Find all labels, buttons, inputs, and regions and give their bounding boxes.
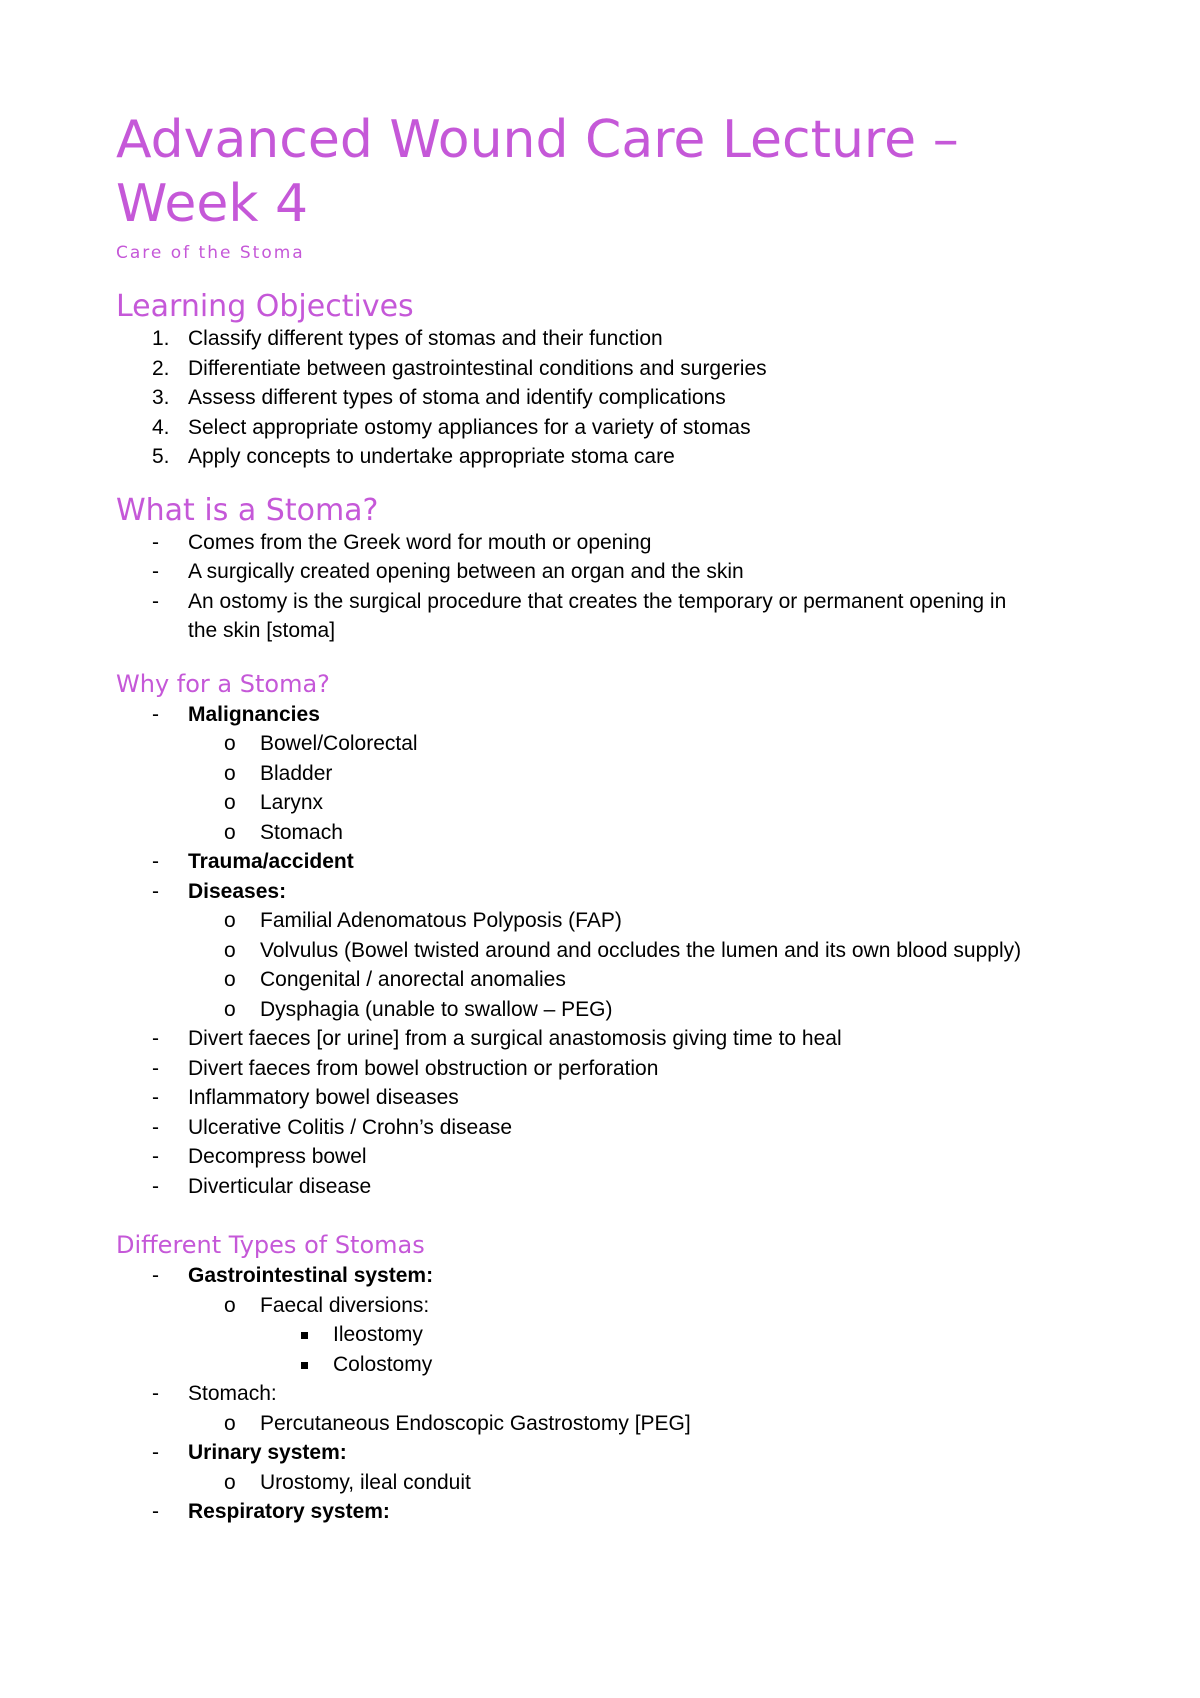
title-line-2: Week 4 [116,174,309,234]
list-text: Gastrointestinal system: [188,1264,434,1287]
list-item [116,1379,1096,1409]
list-text: Decompress bowel [188,1145,367,1168]
list-text: Congenital / anorectal anomalies [260,968,566,991]
list-item [116,1054,1096,1084]
list-item [116,1320,1096,1350]
document-page [116,108,1096,1527]
list-item-continuation [116,616,1096,646]
list-item [116,1261,1096,1291]
section-what-is-stoma [116,492,1096,646]
list-item [116,1438,1096,1468]
types-list [116,1261,1096,1527]
list-text: Divert faeces from bowel obstruction or perforation [188,1056,659,1080]
list-text: Trauma/accident [188,850,354,873]
dash-bullet: - [152,560,159,583]
list-text: Volvulus (Bowel twisted around and occludes the lumen and its own blood supply) [260,938,1022,962]
list-text: Stomach [260,820,343,844]
heading-why-for-a-stoma: Why for a Stoma? [116,669,330,698]
circle-bullet: o [224,791,236,814]
dash-bullet: - [152,1086,159,1109]
list-text: Ileostomy [333,1323,423,1346]
list-text: Inflammatory bowel diseases [188,1086,459,1109]
list-text: Apply concepts to undertake appropriate stoma care [188,445,675,468]
list-item [116,442,1096,472]
section-types-of-stomas [116,1229,1096,1527]
list-item [116,1350,1096,1380]
dash-bullet: - [152,1145,159,1168]
dash-bullet: - [152,1441,159,1464]
list-text: Assess different types of stoma and identify complications [188,386,726,409]
dash-bullet: - [152,1056,159,1080]
square-bullet-icon [301,1362,308,1369]
list-text: Diverticular disease [188,1174,372,1198]
section-why-stoma [116,668,1096,1202]
list-item [116,1291,1096,1321]
list-number: 4. [152,415,170,439]
list-text: Divert faeces [or urine] from a surgical anastomosis giving time to heal [188,1027,842,1050]
list-text: Diseases: [188,879,287,903]
dash-bullet: - [152,1115,159,1139]
circle-bullet: o [224,732,236,755]
circle-bullet: o [224,968,236,991]
objectives-list [116,324,1096,472]
circle-bullet: o [224,997,236,1021]
list-item [116,587,1096,617]
list-item [116,729,1096,759]
list-text: Bowel/Colorectal [260,732,418,755]
dash-bullet: - [152,879,159,903]
list-text: Dysphagia (unable to swallow – PEG) [260,997,613,1021]
why-list [116,700,1096,1202]
circle-bullet: o [224,1293,236,1317]
title-block [116,108,1096,240]
list-item [116,1409,1096,1439]
list-item [116,906,1096,936]
document-subtitle: Care of the Stoma [116,243,305,263]
list-item [116,383,1096,413]
list-text: Bladder [260,761,333,785]
title-line-1: Advanced Wound Care Lecture – [116,110,959,170]
list-text: Comes from the Greek word for mouth or opening [188,530,652,554]
list-text: the skin [stoma] [188,619,336,642]
list-item [116,700,1096,730]
dash-bullet: - [152,1500,159,1523]
list-text: Colostomy [333,1352,433,1376]
list-text: Differentiate between gastrointestinal conditions and surgeries [188,356,767,380]
dash-bullet: - [152,1174,159,1198]
circle-bullet: o [224,761,236,785]
list-text: Select appropriate ostomy appliances for a variety of stomas [188,415,751,439]
circle-bullet: o [224,909,236,932]
circle-bullet: o [224,820,236,844]
list-text: Ulcerative Colitis / Crohn’s disease [188,1115,513,1139]
list-number: 2. [152,356,170,380]
list-text: Faecal diversions: [260,1293,430,1317]
document-title [116,108,1096,236]
list-number: 1. [152,327,170,350]
dash-bullet: - [152,589,159,613]
list-item [116,818,1096,848]
list-item [116,1083,1096,1113]
list-text: Percutaneous Endoscopic Gastrostomy [PEG] [260,1411,691,1435]
list-item [116,847,1096,877]
list-text: Stomach: [188,1382,277,1405]
circle-bullet: o [224,1470,236,1494]
heading-different-types-of-stomas: Different Types of Stomas [116,1231,425,1259]
dash-bullet: - [152,1382,159,1405]
dash-bullet: - [152,530,159,554]
list-text: Urinary system: [188,1441,347,1464]
list-text: An ostomy is the surgical procedure that creates the temporary or permanent opening in [188,589,1007,613]
list-item [116,965,1096,995]
list-text: A surgically created opening between an organ and the skin [188,560,744,583]
circle-bullet: o [224,1411,236,1435]
list-item [116,1113,1096,1143]
dash-bullet: - [152,850,159,873]
section-objectives [116,288,1096,472]
list-text: Familial Adenomatous Polyposis (FAP) [260,909,622,932]
list-item [116,936,1096,966]
list-text: Larynx [260,791,324,814]
list-item [116,557,1096,587]
circle-bullet: o [224,938,236,962]
list-text: Respiratory system: [188,1500,390,1523]
list-item [116,324,1096,354]
heading-what-is-a-stoma: What is a Stoma? [116,492,379,528]
dash-bullet: - [152,1027,159,1050]
list-item [116,1172,1096,1202]
list-number: 3. [152,386,170,409]
list-item [116,1024,1096,1054]
list-item [116,413,1096,443]
list-item [116,759,1096,789]
dash-bullet: - [152,1264,159,1287]
list-number: 5. [152,445,170,468]
list-item [116,528,1096,558]
list-item [116,1468,1096,1498]
square-bullet-icon [301,1332,308,1339]
list-item [116,1497,1096,1527]
list-item [116,995,1096,1025]
heading-learning-objectives: Learning Objectives [116,289,414,324]
list-item [116,788,1096,818]
list-text: Urostomy, ileal conduit [260,1470,471,1494]
dash-bullet: - [152,702,159,726]
list-item [116,354,1096,384]
list-item [116,877,1096,907]
what-list [116,528,1096,646]
list-item [116,1142,1096,1172]
list-text: Malignancies [188,702,320,726]
list-text: Classify different types of stomas and their function [188,327,663,350]
